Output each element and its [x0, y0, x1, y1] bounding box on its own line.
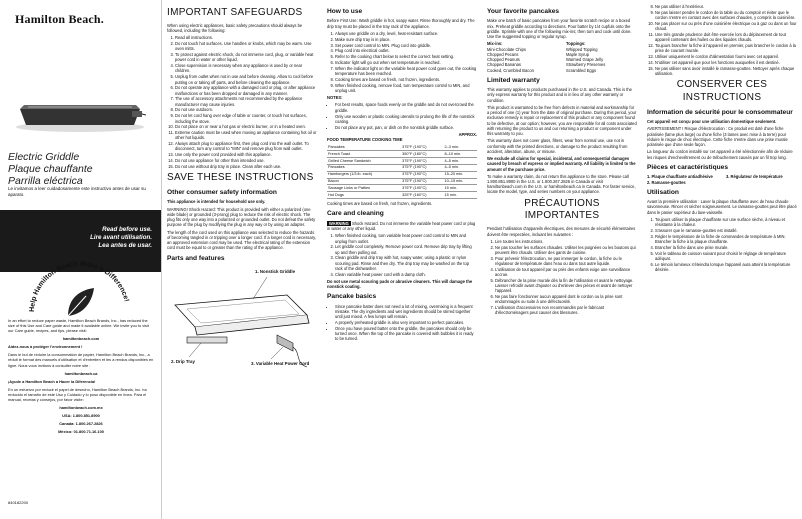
util-title: Utilisation	[647, 188, 679, 196]
temp-cell: 375°F (190°C)	[401, 178, 443, 185]
precaution-item: 10. Ne pas placer sur ou près d'une cuisinière électrique ou à gaz ou dans un four chaud.	[655, 21, 797, 31]
conserver-title: CONSERVER CES INSTRUCTIONS	[676, 79, 768, 103]
precaution-item: 2. Ne pas toucher les surfaces chaudes. Utiliser les poignées ou les boutons qui peuvent être chauds. Utiliser des gants de cuisine.	[495, 245, 637, 255]
safeguard-item: 9. Do not let cord hang over edge of table or counter, or touch hot surfaces, including the stove.	[175, 113, 317, 123]
list-item: Chopped Peanuts	[487, 57, 520, 63]
safeguard-item: 12. Always attach plug to appliance first, then plug cord into the wall outlet. To disconnect, turn any control to "MIN" and remove plug from wall outlet.	[175, 141, 317, 151]
precautions-intro: Pendant l'utilisation d'appareils électriques, des mesures de sécurité élémentaires doivent être respectées, incluant les suivantes :	[487, 226, 636, 237]
chart-title: FOOD TEMPERATURE COOKING TIME	[327, 137, 403, 143]
howto-steps	[327, 31, 477, 93]
list-item: Strawberry Preserves	[566, 62, 606, 68]
note-item: • Only use wooden or plastic cooking utensils to prolong the life of the nonstick coating.	[335, 114, 477, 124]
temp-cell: 325°F (160°C)	[401, 192, 443, 199]
list-item: Mini-Chocolate Chips	[487, 46, 526, 52]
warranty-para: This warranty applies to products purchased in the U.S. and Canada. This is the only express warranty for this product and is in lieu of any other warranty or condition.	[487, 87, 632, 103]
cooking-chart	[327, 144, 477, 199]
part-label-drip-tray: 2. Drip Tray	[171, 358, 195, 364]
food-cell: Pancakes	[327, 144, 401, 150]
safeguard-item: 15. Do not use without drip tray in place. Clean after each use.	[175, 164, 317, 169]
warranty-para: To make a warranty claim, do not return this appliance to the store. Please call 1.800.851.8900 in the U.S. or 1.800.267.2826 in Canada or visit hamiltonbeach.com in the U.S. or hamiltonbeach.ca in Canada. For faster service, locate the model, type, and series numbers on your appliance.	[487, 173, 636, 195]
precaution-item: 5. Débrancher de la prise murale dès la fin de l'utilisation et avant le nettoyage. Laisser refroidir avant d'ajouter ou d'enlever des pièces et avant de nettoyer l'appareil.	[495, 278, 637, 294]
food-cell: Bacon	[327, 178, 401, 185]
list-item: Warmed Grape Jelly	[566, 57, 604, 63]
table-row	[327, 178, 477, 185]
temp-cell: 375°F (190°C)	[401, 144, 443, 150]
food-cell: Hamburgers (1/3 lb. each)	[327, 171, 401, 178]
mixins-title: Mix-ins:	[487, 41, 503, 47]
url-mx[interactable]: hamiltonbeach.com.mx	[59, 405, 103, 411]
howto-step: 3. Set power cord control to MIN. Plug cord into griddle.	[335, 43, 477, 48]
table-row	[327, 158, 477, 165]
temp-cell: 375°F (190°C)	[401, 164, 443, 171]
info-title: Information de sécurité pour le consommateur	[647, 108, 793, 116]
precaution-item: 12. Toujours brancher la fiche à l'appareil en premier, puis brancher le cordon à la prise de courant murale.	[655, 43, 797, 53]
safeguard-item: 14. Do not use appliance for other than intended use.	[175, 158, 317, 163]
band-fr: Lire avant utilisation.	[90, 233, 152, 241]
basics-list	[327, 304, 477, 342]
note-item: • For best results, space foods evenly on the griddle and do not overcrowd the griddle.	[335, 102, 477, 112]
consumer-warning: WARNING! Shock Hazard: This product is provided with either a polarized (one wide blade) or grounded (3-prong) plug to reduce the risk of electric shock. The plug fits only one way into a polarized or grounded outlet. Do not defeat the safety purpose of the plug by modifying the plug in any way or by using an adapter.	[167, 206, 316, 228]
basics-item: • A properly preheated griddle is also very important to perfect pancakes.	[335, 320, 477, 325]
list-item: Scrambled Eggs	[566, 67, 597, 73]
temp-cell: 350°F (180°C)	[401, 151, 443, 158]
warranty-para: We exclude all claims for special, incidental, and consequential damages caused by breach of express or implied warranty. All liability is limited to the amount of the purchase price.	[487, 156, 636, 172]
table-row	[327, 185, 477, 192]
notice-es-title: ¡Ayude a Hamilton Beach a Hacer la Diferencia!	[8, 378, 96, 384]
toppings-list	[566, 41, 637, 72]
part-label-griddle: 1. Nonstick Griddle	[255, 268, 296, 274]
precaution-item: 11. Une très grande prudence doit être exercée lors du déplacement de tout appareil contenant des huiles ou des liquides chauds.	[655, 32, 797, 42]
table-row	[327, 171, 477, 178]
pieces-title: Pièces et caractéristiques	[647, 163, 729, 171]
food-cell: Hot Dogs	[327, 192, 401, 199]
howto-step: 9. When finished cooking, remove food, turn temperature control to MIN, and unplug unit.	[335, 83, 477, 93]
consumer-cord: The length of the cord used on this appliance was selected to reduce the hazards of becoming tangled in or tripping over a longer cord. If a longer cord is necessary, an approved extension cord may be used. The electrical rating of the extension cord must be equal to or greater than the rating of the appliance.	[167, 229, 316, 251]
safeguard-item: 2. Do not touch hot surfaces. Use handles or knobs, which may be warm. Use oven mitts.	[175, 41, 317, 51]
warranty-para: This product is warranted to be free from defects in material and workmanship for a period of one (1) year from the date of original purchase. During this period, your exclusive remedy is repair or replacement of this product or any component found to be defective, at our option; however, you are responsible for all costs associated with returning the product to us and our returning a product or component under this warranty to you.	[487, 104, 637, 137]
time-cell: 10–15 min.	[444, 178, 477, 185]
safeguard-item: 10. Do not place on or near a hot gas or electric burner, or in a heated oven.	[175, 124, 317, 129]
howto-step: 7. When the indicator light on the variable heat power cord goes out, the cooking temperature has been reached.	[335, 66, 477, 76]
save-instructions-title: SAVE THESE INSTRUCTIONS	[167, 172, 314, 184]
util-step: 2. S'assurer que le ramasse-gouttes est installé.	[655, 228, 797, 233]
chart-note: Cooking times are based on fresh, not frozen, ingredients.	[327, 201, 433, 207]
precaution-item: 15. Ne pas utiliser sans avoir installé le ramasse-gouttes. Nettoyer après chaque utilisation.	[655, 66, 797, 76]
safeguard-item: 4. Close supervision is necessary when any appliance is used by or near children.	[175, 63, 317, 73]
warning-badge: WARNING	[329, 220, 349, 226]
table-row	[327, 151, 477, 158]
list-item: Whipped Topping	[566, 46, 598, 52]
notice-fr: Dans le but de réduire la consommation de papier, Hamilton Beach Brands, Inc., a réduit le format des manuels d'utilisation et d'entretien et les a rendus disponibles en ligne. Nous vous invitons à consulter notre site :	[8, 352, 154, 368]
warranty-title: Limited warranty	[487, 76, 540, 84]
safeguards-list	[167, 35, 317, 169]
precaution-item: 9. Ne pas laisser pendre le cordon de la table ou du comptoir et éviter que le cordon n'entre en contact avec des surfaces chaudes, y compris la cuisinière.	[655, 10, 797, 20]
safeguard-item: 7. The use of accessory attachments not recommended by the appliance manufacturer may cause injuries.	[175, 96, 317, 106]
temp-cell: 375°F (190°C)	[401, 185, 443, 192]
food-cell: Grilled Cheese Sandwich	[327, 158, 401, 165]
precaution-item: 14. N'utiliser cet appareil que pour les fonctions auxquelles il est destiné.	[655, 60, 797, 65]
mixins-toppings	[487, 41, 637, 72]
piece-item: 2. Ramasse-gouttes	[647, 179, 686, 185]
part-label-power-cord: 3. Variable Heat Power Cord	[251, 360, 310, 366]
util-text: Avant la première utilisation : Laver la plaque chauffante avec de l'eau chaude savonneuse. Rincer et sécher soigneusement. Le ramasse-gouttes peut être placé dans le panier supérieur du lave-vaisselle.	[647, 199, 797, 215]
care-note: Do not use metal scouring pads or abrasive cleaners. This will damage the nonstick coating.	[327, 278, 473, 290]
pieces-list	[647, 174, 797, 184]
food-cell: French Toast	[327, 151, 401, 158]
parts-diagram	[167, 265, 317, 385]
notice-en: In an effort to reduce paper waste, Hamilton Beach Brands, Inc., has reduced the size of this Use and Care guide and made it available online. We invite you to visit our Care guide, recipes, and tips, please visit:	[8, 318, 149, 334]
list-item: Maple Syrup	[566, 51, 589, 57]
basics-title: Pancake basics	[327, 293, 377, 301]
phone-ca: Canada: 1.800.267.2826	[59, 421, 103, 427]
recipes-warranty-column	[482, 0, 642, 519]
precautions-list-cont	[647, 4, 797, 76]
util-steps	[647, 217, 797, 272]
food-cell: Sausage Links or Patties	[327, 185, 401, 192]
difference-leaf-icon	[24, 250, 136, 322]
url-us[interactable]: hamiltonbeach.com	[62, 336, 100, 342]
consumer-sub: This appliance is intended for household use only.	[167, 199, 266, 205]
safeguard-item: 11. Extreme caution must be used when moving an appliance containing hot oil or other hot liquids.	[175, 130, 317, 140]
precaution-item: 6. Ne pas faire fonctionner aucun appareil dont le cordon ou la prise sont endommagés ou suite à une défectuosité.	[495, 294, 637, 304]
precautions-title: PRÉCAUTIONS IMPORTANTES	[524, 197, 600, 222]
read-before-text	[90, 226, 152, 249]
notice-es: En un esfuerzo por reducir el papel de desecho, Hamilton Beach Brands, Inc. ha reducido el tamaño de este Uso y Cuidado y lo puso disponible en línea. Para el manual, recetas y consejos, por favor visite:	[8, 386, 147, 402]
safeguard-item: 3. To protect against electric shock, do not immerse cord, plug, or variable heat power cord in water or other liquid.	[175, 52, 317, 62]
precaution-item: 3. Pour prévenir l'électrocution, ne pas immerger le cordon, la fiche ou le régulateur de température dans l'eau ou dans tout autre liquide.	[495, 256, 637, 266]
online-notice	[8, 318, 154, 437]
safeguard-item: 5. Unplug from outlet when not in use and before cleaning. Allow to cool before putting on or taking off parts, and before cleaning the appliance.	[175, 74, 317, 84]
howto-notes	[327, 102, 477, 129]
cord-text: La longueur du cordon installé sur cet appareil a été sélectionnée afin de réduire les risques d'enchevêtrement ou de trébuchement causés par un fil trop long.	[647, 149, 793, 160]
safeguard-item: 6. Do not operate any appliance with a damaged cord or plug, or after appliance malfunctions or has been dropped or damaged in any manner.	[175, 85, 317, 95]
brand-logo: Hamilton Beach.	[15, 12, 104, 26]
title-fr: Plaque chauffante	[8, 162, 93, 175]
consumer-title: Other consumer safety information	[167, 189, 277, 196]
part-code: 840182200	[8, 500, 29, 505]
basics-item: • Once you have poured batter onto the griddle, the pancakes should only be turned once. When the top of the pancake is covered with bubbles it is ready to be turned.	[335, 326, 477, 342]
care-step: 4. Clean variable heat power cord with a damp cloth.	[335, 272, 477, 277]
howto-step: 2. Make sure drip tray is in place.	[335, 37, 477, 42]
temp-cell: 375°F (190°C)	[401, 171, 443, 178]
notice-fr-title: Aidez-nous à protéger l'environnement !	[8, 344, 83, 350]
band-es: Lea antes de usar.	[98, 241, 152, 249]
time-cell: 15 min.	[444, 185, 477, 192]
howto-step: 1. Always use griddle on a dry, level, heat-resistant surface.	[335, 31, 477, 36]
care-step: 2. Let griddle cool completely. Remove power cord. Remove drip tray by lifting up and then pulling out.	[335, 244, 477, 254]
safeguards-intro: When using electric appliances, basic safety precautions should always be followed, including the following:	[167, 22, 303, 34]
precaution-item: 4. L'utilisation de tout appareil par ou près des enfants exige une surveillance accrue.	[495, 267, 637, 277]
care-warning	[327, 221, 477, 231]
safeguard-item: 1. Read all instructions.	[175, 35, 317, 40]
url-ca[interactable]: hamiltonbeach.ca	[64, 370, 98, 376]
care-steps	[327, 233, 477, 277]
util-step: 3. Régler le température de la fiche de commandes de température à MIN. Brancher la fiche à la plaque chauffante.	[655, 234, 797, 244]
time-cell: 15–20 min.	[444, 171, 477, 178]
phone-mx: México: 01.800.71.16.100	[58, 429, 104, 435]
util-step: 4. Brancher la fiche dans une prise murale.	[655, 245, 797, 250]
time-cell: 4–5 min.	[444, 164, 477, 171]
care-title: Care and cleaning	[327, 210, 384, 218]
difference-text: Help Hamilton Beach Make a Difference!	[28, 260, 130, 313]
favorite-title: Your favorite pancakes	[487, 8, 560, 15]
care-step: 1. When finished cooking, turn variable heat power cord control to MIN and unplug from outlet.	[335, 233, 477, 243]
safeguards-column	[162, 0, 322, 519]
notes-title: NOTES:	[327, 95, 343, 101]
table-row	[327, 164, 477, 171]
title-es: Parrilla eléctrica	[8, 174, 83, 187]
util-step: 6. Le témoin lumineux s'éteindra lorsque l'appareil aura atteint la température désirée.	[655, 262, 797, 272]
toppings-title: Toppings:	[566, 41, 586, 47]
phone-us: USA: 1.800.851.8900	[62, 413, 100, 419]
time-cell: 15 min.	[444, 192, 477, 199]
griddle-image	[14, 95, 146, 133]
time-cell: 2–3 min.	[444, 144, 477, 150]
approx-label: APPROX.	[458, 131, 477, 137]
list-item: Cooked, Crumbled Bacon	[487, 67, 534, 73]
howto-step: 6. Indicator light will go out when set temperature is reached.	[335, 60, 477, 65]
util-step: 1. Toujours utiliser la plaque chauffante sur une surface sèche, à niveau et résistante à la chaleur.	[655, 217, 797, 227]
title-en: Electric Griddle	[8, 151, 80, 163]
warranty-para: This warranty does not cover glass, filters, wear from normal use, use not in conformity with the printed directions, or damage to the product resulting from accident, alteration, abuse, or misuse.	[487, 138, 628, 154]
precautions-list	[487, 239, 637, 316]
howto-step: 5. Refer to the cooking chart below to select the correct heat setting.	[335, 54, 477, 59]
howto-intro: Before First Use: Wash griddle in hot, soapy water. Rinse thoroughly and dry. The drip tray must be placed in the tray rack of the appliance.	[327, 18, 475, 29]
safeguards-title: IMPORTANT SAFEGUARDS	[167, 7, 303, 18]
note-item: • Do not place any pot, pan, or dish on the nonstick griddle surface.	[335, 125, 477, 130]
howto-step: 8. Cooking times are based on fresh, not frozen, ingredients.	[335, 77, 477, 82]
cover-column	[0, 0, 162, 519]
precaution-item: 8. Ne pas utiliser à l'extérieur.	[655, 4, 797, 9]
mixins-list	[487, 41, 558, 72]
basics-item: • Since pancake batter does not need a lot of mixing, overmixing is a frequent mistake. The dry ingredients and wet ingredients should be stirred together until just mixed. A few lumps will remain.	[335, 304, 477, 320]
care-warning-text: Shock Hazard. Do not immerse the variable heat power cord or plug in water or any other liquid.	[327, 220, 476, 232]
precaution-item: 13. Utiliser uniquement le cordon d'alimentation fourni avec cet appareil.	[655, 54, 797, 59]
product-titles	[8, 152, 93, 187]
util-step: 5. Voir le tableau de cuisson suivant pour choisir le réglage de température adéquat.	[655, 251, 797, 261]
time-cell: 8–10 min.	[444, 151, 477, 158]
read-notice-es: Le invitamos a leer cuidadosamente este instructivo antes de usar su aparato.	[8, 186, 146, 197]
temp-cell: 375°F (190°C)	[401, 158, 443, 165]
piece-item: 1. Plaque chauffante antiadhésive	[647, 174, 713, 180]
parts-title: Parts and features	[167, 254, 225, 262]
precaution-item: 1. Lire toutes les instructions.	[495, 239, 637, 244]
howto-column	[322, 0, 482, 519]
list-item: Chopped Bananas	[487, 62, 521, 68]
safeguard-item: 8. Do not use outdoors.	[175, 107, 317, 112]
food-cell: Pancakes	[327, 164, 401, 171]
favorite-intro: Make one batch of basic pancakes from your favorite scratch recipe or a boxed mix. Preheat griddle according to directions. Pour batter by 1/4 cupfuls onto the griddle. Sprinkle with one of the following mix-ins; then turn and cook until done. Use the suggested topping or regular syrup.	[487, 18, 632, 40]
info-text: AVERTISSEMENT ! Risque d'électrocution : Ce produit est doté d'une fiche polarisée (lame plus large) ou d'une fiche (3 lames avec mise à la terre) pour réduire le risque de choc électrique. Cette fiche n'entre dans une prise murale polarisée que d'une seule façon.	[647, 126, 788, 148]
care-step: 3. Clean griddle and drip tray with hot, soapy water, using a plastic or nylon scouring pad. Rinse and then dry. The drip tray may be washed on the top rack of the dishwasher.	[335, 255, 477, 271]
howto-title: How to use	[327, 8, 363, 15]
safeguard-item: 13. Use only the power cord provided with this appliance.	[175, 152, 317, 157]
info-sub: Cet appareil est conçu pour une utilisation domestique seulement.	[647, 119, 777, 125]
table-row	[327, 192, 477, 199]
howto-step: 4. Plug cord into electrical outlet.	[335, 48, 477, 53]
french-column	[642, 0, 802, 519]
piece-item: 3. Régulateur de température	[726, 174, 783, 180]
band-en: Read before use.	[102, 226, 152, 233]
time-cell: 4–5 min.	[444, 158, 477, 165]
list-item: Chopped Pecans	[487, 51, 519, 57]
precaution-item: 7. L'utilisation d'accessoires non recommandés par le fabricant d'électroménagers peut causer des blessures.	[495, 305, 637, 315]
